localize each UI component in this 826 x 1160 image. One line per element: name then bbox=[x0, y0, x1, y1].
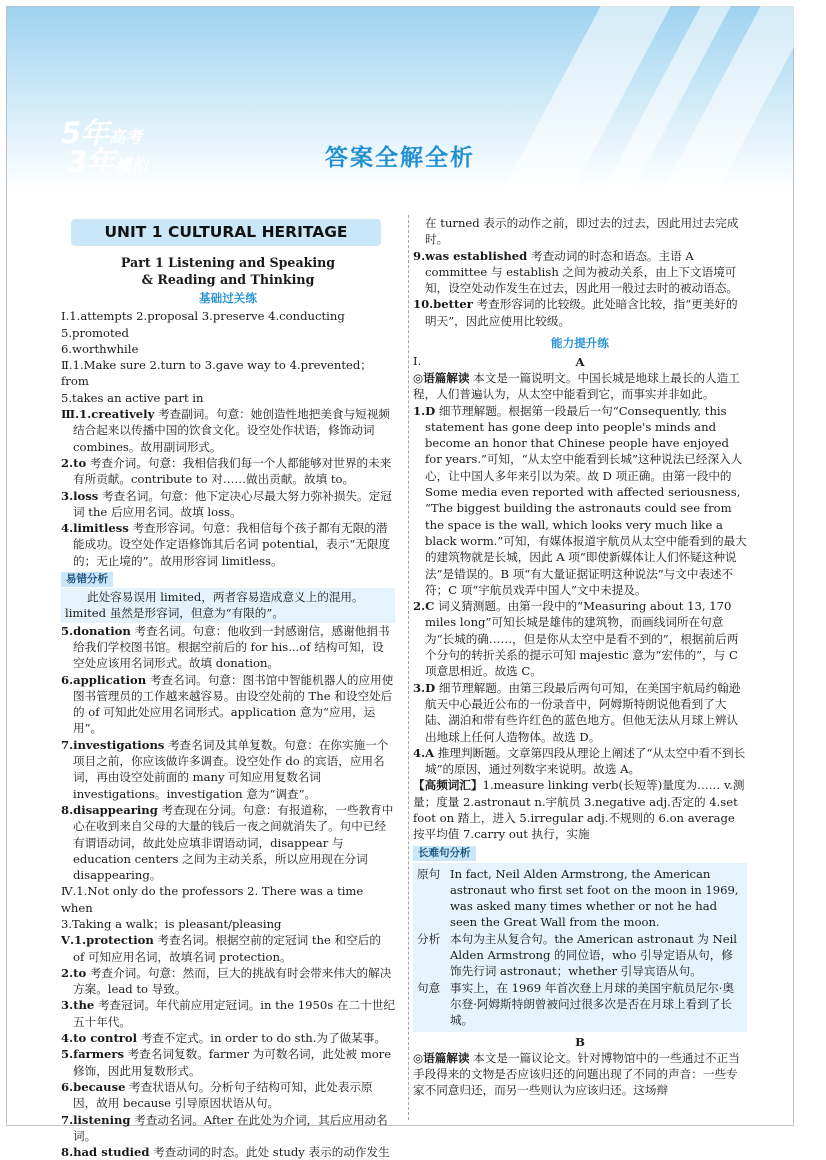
answer-item: Ⅴ.1.protection 考查名词。根据空前的定冠词 the 和空后的 of 可知应用名词，故填名词 protection。 bbox=[61, 933, 381, 964]
answer-item: 7.investigations 考查名词及其单复数。句意：在你实施一个项目之前，你应该做许多调查。设空处作 do 的宾语，应用名词，再由设空处前面的 many 可知应用复数名词 investigations。investigation 意为“调查”。 bbox=[61, 737, 389, 801]
answer-item: 5.donation 考查名词。句意：他收到一封感谢信，感谢他捐书给我们学校图书馆。根据空前后的 for his...of 结构可知，设空处应该用名词形式。故填 donation。 bbox=[61, 623, 390, 671]
passage-b-intro: ◎语篇解读 本文是一篇议论文。针对博物馆中的一些通过不正当手段得来的文物是否应该归还的问题出现了不同的声音：一些专家不同意归还，而另一些则认为应该归还。这场辩 bbox=[413, 1050, 740, 1098]
answer-item: 4.A 推理判断题。文章第四段从理论上阐述了“从太空中看不到长城”的原因，通过列数字来说明。故选 A。 bbox=[413, 745, 746, 777]
analysis-row: 分析 本句为主从复合句。the American astronaut 为 Neil Alden Armstrong 的同位语，who 引导定语从句，修饰先行词 astronaut；whether 引导宾语从句。 bbox=[417, 931, 737, 979]
answer-item: 3.loss 考查名词。句意：他下定决心尽最大努力弥补损失。定冠词 the 后应用名词。故填 loss。 bbox=[61, 488, 392, 519]
section-basic: 基础过关练 bbox=[199, 291, 257, 305]
right-column bbox=[413, 215, 747, 1099]
left-column bbox=[61, 207, 395, 1160]
answer-item: 5.farmers 考查名词复数。farmer 为可数名词，此处被 more 修饰，因此用复数形式。 bbox=[61, 1047, 392, 1078]
roman-label: Ⅰ. bbox=[413, 354, 422, 369]
answer-item: 2.C 词义猜测题。由第一段中的“Measuring about 13, 170 miles long”可知长城是雄伟的建筑物，而画线词所在句意为“长城的确……，但是你从太空中是看不到的”，根据前后两个分句的转折关系的提示可知 majestic 意为“宏伟的”，与 C 项意思相近。故选 C。 bbox=[413, 599, 739, 679]
column-divider bbox=[408, 215, 409, 1120]
answer-s1-line1: Ⅰ.1.attempts 2.proposal 3.preserve 4.conducting 5.promoted bbox=[61, 309, 345, 340]
answer-item: 1.D 细节理解题。根据第一段最后一句“Consequently, this statement has gone deep into people's minds and become an honor that Chinese people have enjoyed for years.”可知，“从太空中能看到长城”这种说法已经深入人心，让中国人多年来引以为荣。故 D 项正确。由第一段中的 Some media even reported with affected seriousness, “The biggest building the astronauts could see from the space is the wall, which looks very much like a black worm.”可知，有媒体报道宇航员从太空中能看到的最大的建筑物就是长城，因此 A 项“即使新媒体让人们怀疑这种说法”是错误的。B 项“有大量证据证明这种说法”与文中表述不符；C 项“宇航员戏弄中国人”文中未提及。 bbox=[413, 403, 747, 597]
answer-item: 2.to 考查介词。句意：我相信我们每一个人都能够对世界的未来有所贡献。contribute to 对……做出贡献。故填 to。 bbox=[61, 455, 392, 487]
passage-a-intro: ◎语篇解读 本文是一篇说明文。中国长城是地球上最长的人造工程，人们普遍认为，从太空中能看到它，而事实并非如此。 bbox=[413, 370, 740, 402]
meaning-row: 句意 事实上，在 1969 年首次登上月球的美国宇航员尼尔·奥尔登·阿姆斯特朗曾被问过很多次是否在月球上看到了长城。 bbox=[417, 980, 735, 1028]
page-frame bbox=[6, 6, 794, 1160]
brand-logo: 5年高考 3年模拟 bbox=[61, 116, 149, 179]
error-analysis-tag: 易错分析 bbox=[61, 572, 113, 587]
section-advance: 能力提升练 bbox=[551, 336, 609, 351]
error-analysis-note: 此处容易误用 limited，两者容易造成意义上的混用。limited 虽然是形容词，但意为“有限的”。 bbox=[61, 588, 395, 623]
answer-item: 3.the 考查冠词。年代前应用定冠词。in the 1950s 在二十世纪五十年代。 bbox=[61, 998, 395, 1029]
answer-s2-line1: Ⅱ.1.Make sure 2.turn to 3.gave way to 4.prevented；from bbox=[61, 358, 372, 389]
answer-s1-line2: 6.worthwhile bbox=[61, 341, 139, 356]
long-sentence-tag: 长难句分析 bbox=[413, 846, 476, 861]
answer-item: 8.disappearing 考查现在分词。句意：有报道称，一些教育中心在收到来自父母的大量的钱后一夜之间就消失了。句中已经有谓语动词，故此处应填非谓语动词，disappear 与 education centers 之间为主动关系，所以应用现在分词 disappearing。 bbox=[61, 802, 394, 883]
answer-s2-line2: 5.takes an active part in bbox=[61, 390, 204, 405]
part-title-line1: Part 1 Listening and Speaking bbox=[120, 255, 336, 270]
answer-item: 2.to 考查介词。句意：然而，巨大的挑战有时会带来伟大的解决方案。lead to 导致。 bbox=[61, 965, 392, 997]
long-sentence-analysis bbox=[413, 863, 747, 1032]
answer-item: 7.listening 考查动名词。After 在此处为介词，其后应用动名词。 bbox=[61, 1112, 388, 1143]
part-title-line2: & Reading and Thinking bbox=[141, 272, 315, 287]
answer-s4-line1: Ⅳ.1.Not only do the professors 2. There was a time when bbox=[61, 884, 364, 915]
vocab-block: 【高频词汇】1.measure linking verb(长短等)量度为…… v.测量；度量 2.astronaut n.宇航员 3.negative adj.否定的 4.set foot on 踏上，进入 5.irregular adj.不规则的 6.on average 按平均值 7.carry out 执行，实施 bbox=[413, 778, 745, 842]
answer-item: Ⅲ.1.creatively 考查副词。句意：她创造性地把美食与短视频结合起来以传播中国的饮食文化。设空处作状语，修饰动词 combines。故用副词形式。 bbox=[61, 407, 390, 454]
answer-item: 4.to control 考查不定式。in order to do sth.为了做某事。 bbox=[61, 1031, 386, 1046]
page-title: 答案全解全析 bbox=[325, 145, 475, 171]
answer-item: 8.had studied 考查动词的时态。此处 study 表示的动作发生 bbox=[61, 1145, 390, 1160]
passage-a-label: A bbox=[575, 354, 585, 369]
answer-item: 9.was established 考查动词的时态和语态。主语 A committee 与 establish 之间为被动关系，由上下文语境可知，设空处动作发生在过去，因此用一般过去时的被动语态。 bbox=[413, 248, 739, 296]
passage-b-label: B bbox=[575, 1034, 585, 1049]
header-banner bbox=[7, 7, 793, 189]
answer-s4-line2: 3.Taking a walk；is pleasant/pleasing bbox=[61, 916, 282, 931]
answer-item: 6.application 考查名词。句意：图书馆中智能机器人的应用使图书管理员的工作越来越容易。由设空处前的 The 和设空处后的 of 可知此处应用名词形式。application 意为“应用，运用”。 bbox=[61, 672, 394, 736]
answer-item: 4.limitless 考查形容词。句意：我相信每个孩子都有无限的潜能成功。设空处作定语修饰其后名词 potential，表示“无限度的；无止境的”。故用形容词 limitless。 bbox=[61, 521, 391, 568]
continued-text: 在 turned 表示的动作之前，即过去的过去，因此用过去完成时。 bbox=[425, 216, 739, 247]
answer-item: 10.better 考查形容词的比较级。此处暗含比较，指“更美好的明天”，因此应使用比较级。 bbox=[413, 297, 738, 328]
answer-item: 6.because 考查状语从句。分析句子结构可知，此处表示原因，故用 because 引导原因状语从句。 bbox=[61, 1079, 373, 1111]
answer-item: 3.D 细节理解题。由第三段最后两句可知，在美国宇航局约翰逊航天中心最近公布的一份录音中，阿姆斯特朗说他看到了大陆、湖泊和带有些许红色的蓝色地方。但他无法从月球上辨认出地球上任何人造物体。故选 D。 bbox=[413, 680, 741, 744]
original-sentence-row: 原句 In fact, Neil Alden Armstrong, the American astronaut who first set foot on the moon in 1969, was asked many times whether or not he had seen the Great Wall from the moon. bbox=[417, 866, 739, 930]
unit-title: UNIT 1 CULTURAL HERITAGE bbox=[71, 219, 381, 246]
